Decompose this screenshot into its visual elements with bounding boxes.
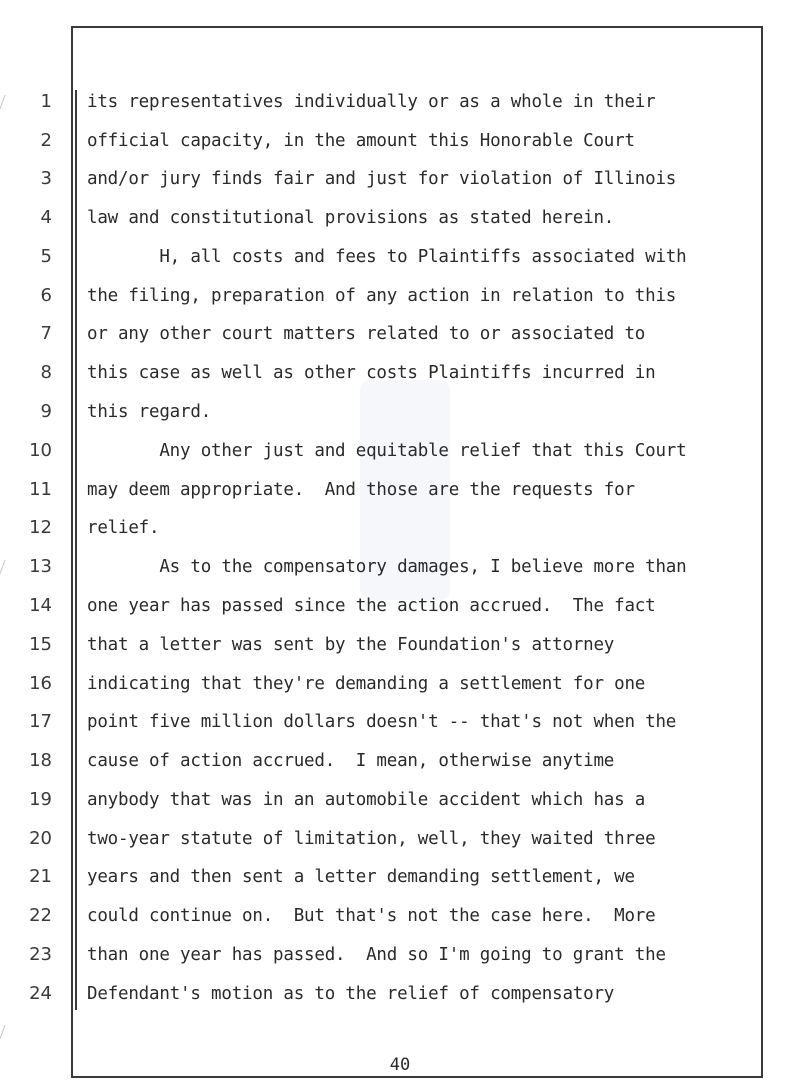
line-number: 10 (29, 440, 52, 461)
line-number: 2 (40, 130, 52, 151)
line-number: 20 (29, 828, 52, 849)
transcript-line: may deem appropriate. And those are the requests for (87, 480, 635, 500)
line-number: 9 (40, 401, 52, 422)
transcript-line: could continue on. But that's not the case here. More (87, 906, 656, 926)
line-number: 12 (29, 517, 52, 538)
transcript-line: Any other just and equitable relief that this Court (87, 441, 687, 461)
line-number: 22 (29, 905, 52, 926)
transcript-line: law and constitutional provisions as stated herein. (87, 208, 615, 228)
line-number: 3 (40, 168, 52, 189)
line-number: 5 (40, 246, 52, 267)
line-number: 14 (29, 595, 52, 616)
transcript-line: this case as well as other costs Plaintiffs incurred in (87, 363, 656, 383)
transcript-line: H, all costs and fees to Plaintiffs associated with (87, 247, 687, 267)
line-number: 15 (29, 634, 52, 655)
margin-mark (0, 95, 12, 109)
transcript-line: two-year statute of limitation, well, they waited three (87, 829, 656, 849)
line-number: 23 (29, 944, 52, 965)
transcript-line: than one year has passed. And so I'm going to grant the (87, 945, 666, 965)
line-number: 6 (40, 285, 52, 306)
line-number: 19 (29, 789, 52, 810)
transcript-line: the filing, preparation of any action in relation to this (87, 286, 677, 306)
margin-mark (0, 1025, 12, 1039)
transcript-line: one year has passed since the action accrued. The fact (87, 596, 656, 616)
transcript-line: years and then sent a letter demanding settlement, we (87, 867, 635, 887)
transcript-line: As to the compensatory damages, I believe more than (87, 557, 687, 577)
transcript-line: anybody that was in an automobile accident which has a (87, 790, 646, 810)
transcript-line: and/or jury finds fair and just for violation of Illinois (87, 169, 677, 189)
line-number: 8 (40, 362, 52, 383)
line-number: 7 (40, 323, 52, 344)
transcript-line: or any other court matters related to or associated to (87, 324, 646, 344)
line-number: 16 (29, 673, 52, 694)
transcript-line: that a letter was sent by the Foundation's attorney (87, 635, 615, 655)
line-number: 24 (29, 983, 52, 1004)
transcript-line: Defendant's motion as to the relief of compensatory (87, 984, 615, 1004)
transcript-line: this regard. (87, 402, 212, 422)
line-number: 4 (40, 207, 52, 228)
transcript-line: indicating that they're demanding a settlement for one (87, 674, 646, 694)
transcript-line: relief. (87, 518, 160, 538)
line-number: 18 (29, 750, 52, 771)
line-number: 1 (40, 91, 52, 112)
line-number: 21 (29, 866, 52, 887)
line-number: 17 (29, 711, 52, 732)
page-number: 40 (389, 1055, 411, 1075)
margin-mark (0, 560, 12, 574)
transcript-line: point five million dollars doesn't -- that's not when the (87, 712, 677, 732)
transcript-line: cause of action accrued. I mean, otherwise anytime (87, 751, 615, 771)
line-number: 13 (29, 556, 52, 577)
transcript-line: official capacity, in the amount this Honorable Court (87, 131, 635, 151)
line-number: 11 (29, 479, 52, 500)
transcript-line: its representatives individually or as a whole in their (87, 92, 656, 112)
line-number-margin-rule (75, 90, 77, 1010)
